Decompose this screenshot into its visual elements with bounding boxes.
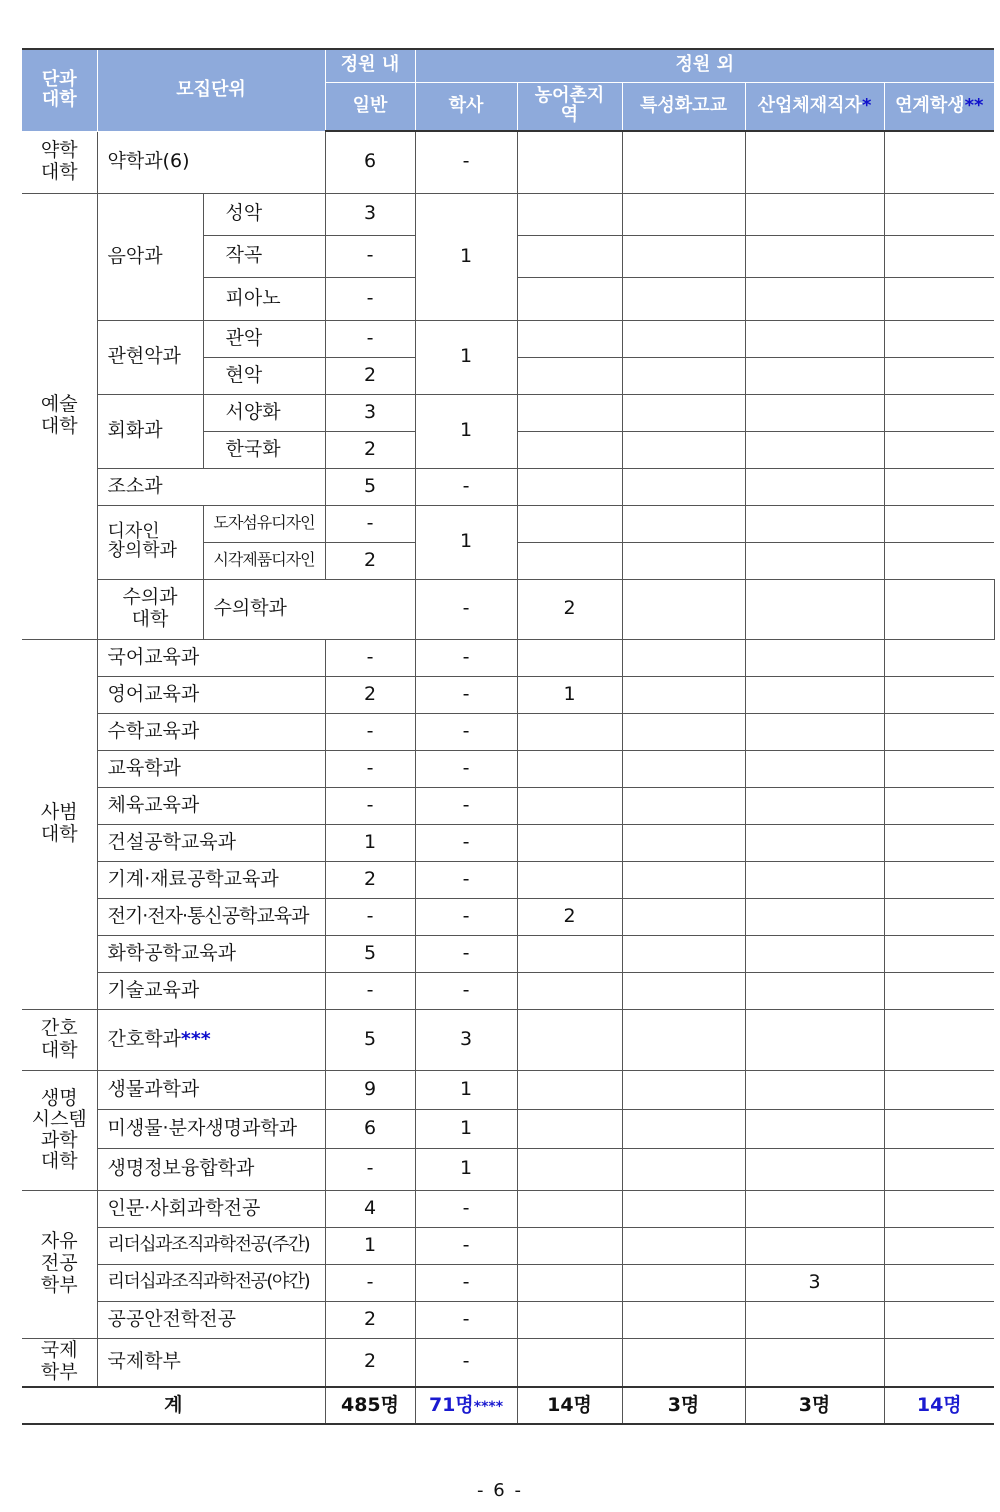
bachelor-cell: -	[415, 131, 517, 193]
rural-cell	[517, 639, 622, 676]
header-inside-quota: 정원 내	[325, 49, 415, 82]
table-row	[22, 1009, 994, 1070]
header-linked-label: 연계학생	[895, 94, 965, 116]
table-row	[22, 505, 994, 542]
college-cell: 생명 시스템 과학 대학	[22, 1070, 97, 1190]
general-cell: 2	[325, 861, 415, 898]
general-cell: 2	[325, 431, 415, 468]
college-cell: 예술 대학	[22, 193, 97, 639]
college-cell: 약학 대학	[22, 131, 97, 193]
bachelor-cell: -	[415, 639, 517, 676]
bachelor-cell: 1	[415, 1070, 517, 1109]
general-cell: 5	[325, 468, 415, 505]
bachelor-cell: 2	[517, 579, 622, 639]
dept-cell: 미생물·분자생명과학과	[97, 1109, 325, 1148]
bachelor-cell: -	[415, 1227, 517, 1264]
bachelor-cell: -	[415, 824, 517, 861]
bachelor-cell: -	[415, 1190, 517, 1227]
table-row	[22, 1338, 994, 1387]
bachelor-cell: -	[415, 861, 517, 898]
general-cell: -	[325, 750, 415, 787]
rural-cell	[517, 935, 622, 972]
rural-cell: 1	[517, 676, 622, 713]
general-cell: -	[325, 639, 415, 676]
table-row	[22, 1070, 994, 1109]
total-special-hs: 3명	[622, 1387, 745, 1424]
industrial-cell	[745, 1301, 884, 1338]
major-cell: 도자섬유디자인	[203, 505, 325, 542]
dept-label: 간호학과	[107, 1027, 181, 1050]
industrial-cell	[745, 1227, 884, 1264]
major-cell: 시각제품디자인	[203, 542, 325, 579]
dept-cell: 수학교육과	[97, 713, 325, 750]
table-row	[22, 1264, 994, 1301]
dept-cell: 생명정보융합학과	[97, 1148, 325, 1190]
bachelor-cell: -	[415, 972, 517, 1009]
header-unit: 모집단위	[97, 49, 325, 131]
bachelor-cell: -	[415, 676, 517, 713]
general-cell: 2	[325, 357, 415, 394]
dept-cell: 수의학과	[203, 579, 415, 639]
dept-cell: 공공안전학전공	[97, 1301, 325, 1338]
total-general: 485명	[325, 1387, 415, 1424]
bachelor-cell: 1	[415, 320, 517, 394]
dept-cell: 조소과	[97, 468, 325, 505]
table-row	[22, 861, 994, 898]
table-header	[22, 49, 994, 131]
total-rural: 14명	[517, 1387, 622, 1424]
dept-cell: 전기·전자·통신공학교육과	[97, 898, 325, 935]
general-cell: -	[325, 1264, 415, 1301]
rural-cell: 2	[517, 898, 622, 935]
table-row	[22, 972, 994, 1009]
dept-cell: 건설공학교육과	[97, 824, 325, 861]
general-cell: -	[325, 1148, 415, 1190]
total-bachelor-mark: ****	[473, 1398, 504, 1415]
dept-cell: 인문·사회과학전공	[97, 1190, 325, 1227]
college-cell: 수의과 대학	[97, 579, 203, 639]
bachelor-cell: 3	[415, 1009, 517, 1070]
general-cell: 5	[325, 935, 415, 972]
bachelor-cell: 1	[415, 1148, 517, 1190]
table-row	[22, 639, 994, 676]
dept-cell: 교육학과	[97, 750, 325, 787]
bachelor-cell: -	[415, 935, 517, 972]
general-cell: 3	[325, 193, 415, 235]
general-cell: 9	[325, 1070, 415, 1109]
bachelor-cell: -	[415, 750, 517, 787]
total-label: 계	[22, 1387, 325, 1424]
table-row	[22, 1227, 994, 1264]
general-cell: 1	[325, 1227, 415, 1264]
major-cell: 성악	[203, 193, 325, 235]
header-general: 일반	[325, 82, 415, 131]
table-row	[22, 394, 994, 431]
general-cell: 5	[325, 1009, 415, 1070]
general-cell: -	[325, 898, 415, 935]
admission-quota-table	[22, 48, 994, 1425]
general-cell: -	[325, 235, 415, 277]
table-row	[22, 787, 994, 824]
rural-cell	[517, 861, 622, 898]
bachelor-cell: -	[415, 1338, 517, 1387]
general-cell: 3	[325, 394, 415, 431]
dept-cell: 생물과학과	[97, 1070, 325, 1109]
major-cell: 관악	[203, 320, 325, 357]
general-cell: 6	[325, 131, 415, 193]
header-special-hs: 특성화고교	[622, 82, 745, 131]
header-industrial	[745, 82, 884, 131]
table-row	[22, 1148, 994, 1190]
table-row	[22, 468, 994, 505]
table-row	[22, 131, 994, 193]
dept-cell: 체육교육과	[97, 787, 325, 824]
college-cell: 자유 전공 학부	[22, 1190, 97, 1338]
dept-cell	[97, 1009, 325, 1070]
bachelor-cell: -	[415, 898, 517, 935]
major-cell: 한국화	[203, 431, 325, 468]
dept-cell: 국제학부	[97, 1338, 325, 1387]
header-industrial-mark: *	[861, 94, 872, 116]
bachelor-cell: 1	[415, 1109, 517, 1148]
dept-cell: 음악과	[97, 193, 203, 320]
header-college: 단과 대학	[22, 49, 97, 131]
total-row	[22, 1387, 994, 1424]
header-outside-quota: 정원 외	[415, 49, 994, 82]
table-row	[22, 750, 994, 787]
header-industrial-label: 산업체재직자	[757, 94, 862, 116]
major-cell: 현악	[203, 357, 325, 394]
rural-cell	[517, 713, 622, 750]
table-row	[22, 676, 994, 713]
bachelor-cell: -	[415, 468, 517, 505]
dept-cell: 회화과	[97, 394, 203, 468]
dept-cell: 기술교육과	[97, 972, 325, 1009]
college-cell: 사범 대학	[22, 639, 97, 1009]
bachelor-cell: -	[415, 787, 517, 824]
total-linked: 14명	[884, 1387, 994, 1424]
table-row	[22, 1109, 994, 1148]
general-cell: -	[325, 972, 415, 1009]
dept-cell: 관현악과	[97, 320, 203, 394]
rural-cell	[517, 750, 622, 787]
general-cell: -	[325, 277, 415, 320]
total-bachelor-value: 71명	[428, 1393, 474, 1416]
page-number: - 6 -	[477, 1480, 523, 1501]
general-cell: 2	[325, 1338, 415, 1387]
general-cell: 6	[325, 1109, 415, 1148]
table-row	[22, 713, 994, 750]
total-industrial: 3명	[745, 1387, 884, 1424]
major-cell: 피아노	[203, 277, 325, 320]
table-row	[22, 579, 994, 639]
dept-cell: 약학과(6)	[97, 131, 325, 193]
major-cell: 작곡	[203, 235, 325, 277]
header-bachelor: 학사	[415, 82, 517, 131]
general-cell: -	[325, 713, 415, 750]
total-bachelor	[415, 1387, 517, 1424]
general-cell: -	[325, 320, 415, 357]
bachelor-cell: -	[415, 1264, 517, 1301]
general-cell: -	[325, 505, 415, 542]
dept-cell: 디자인 창의학과	[97, 505, 203, 579]
college-cell: 국제 학부	[22, 1338, 97, 1387]
dept-cell: 리더십과조직과학전공(주간)	[97, 1227, 325, 1264]
table-row	[22, 320, 994, 357]
dept-cell: 기계·재료공학교육과	[97, 861, 325, 898]
dept-cell: 영어교육과	[97, 676, 325, 713]
footnote-mark: ***	[180, 1027, 211, 1050]
bachelor-cell: -	[415, 1301, 517, 1338]
dept-cell: 화학공학교육과	[97, 935, 325, 972]
general-cell: 2	[325, 676, 415, 713]
table-row	[22, 1301, 994, 1338]
bachelor-cell: 1	[415, 394, 517, 468]
bachelor-cell: 1	[415, 505, 517, 579]
industrial-cell	[745, 1190, 884, 1227]
major-cell: 서양화	[203, 394, 325, 431]
general-cell: 4	[325, 1190, 415, 1227]
industrial-cell: 3	[745, 1264, 884, 1301]
bachelor-cell: 1	[415, 193, 517, 320]
rural-cell	[517, 787, 622, 824]
table-row	[22, 1190, 994, 1227]
general-cell: -	[325, 787, 415, 824]
dept-cell: 국어교육과	[97, 639, 325, 676]
general-cell: -	[415, 579, 517, 639]
table-row	[22, 824, 994, 861]
rural-cell	[517, 972, 622, 1009]
table-row	[22, 898, 994, 935]
general-cell: 1	[325, 824, 415, 861]
table-row	[22, 193, 994, 235]
table-row	[22, 935, 994, 972]
header-linked-mark: **	[964, 94, 984, 116]
dept-cell: 리더십과조직과학전공(야간)	[97, 1264, 325, 1301]
college-cell: 간호 대학	[22, 1009, 97, 1070]
general-cell: 2	[325, 1301, 415, 1338]
rural-cell	[517, 824, 622, 861]
general-cell: 2	[325, 542, 415, 579]
header-rural: 농어촌지 역	[517, 82, 622, 131]
bachelor-cell: -	[415, 713, 517, 750]
header-linked	[884, 82, 994, 131]
